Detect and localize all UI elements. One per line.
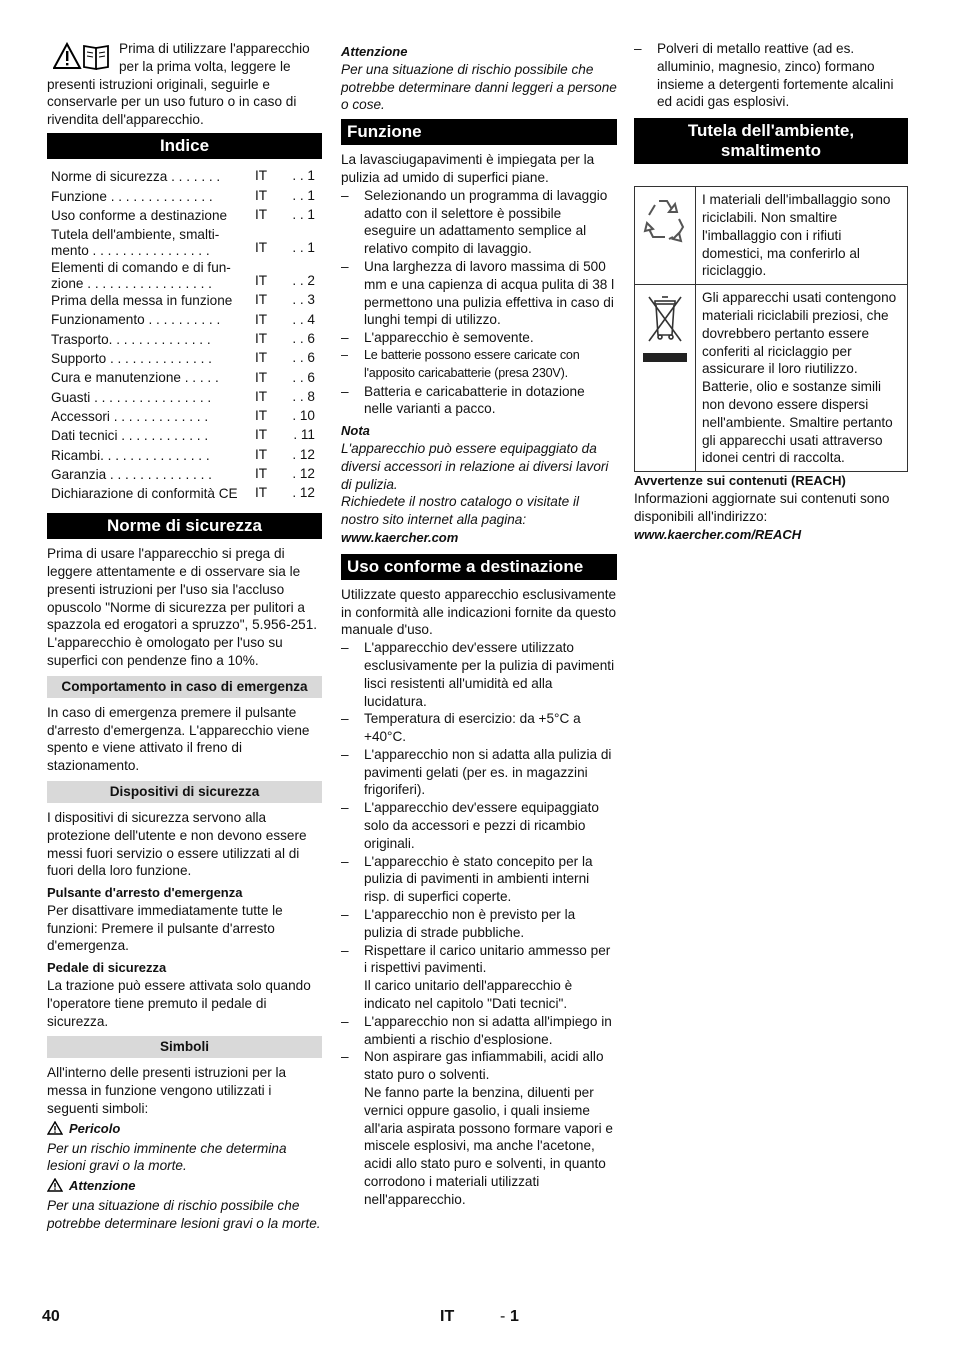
pericolo-label: Pericolo	[69, 1120, 121, 1136]
toc-row[interactable]	[47, 227, 322, 260]
pulsante-heading: Pulsante d'arresto d'emergenza	[47, 885, 243, 901]
list-item: – Rispettare il carico unitario ammesso per i rispettivi pavimenti.	[341, 942, 617, 978]
weee-text: Gli apparecchi usati contengono materiali riciclabili preziosi, che dovrebbero pertanto essere conferiti al riciclaggio per assicurare il loro riutilizzo. Batterie, olio e sostanze simili non devono essere dispersi nell'ambiente. Smaltire pertanto gli apparecchi usati attraverso idonei centri di raccolta.	[696, 285, 908, 472]
column-middle	[341, 43, 617, 1209]
toc-language: IT	[255, 350, 268, 366]
toc-page: . . 6	[292, 330, 315, 346]
section-title-uso: Uso conforme a destinazione	[341, 554, 617, 580]
toc-page: . 12	[292, 485, 315, 501]
recycle-text: I materiali dell'imballaggio sono riciclabili. Non smaltire l'imballaggio con i rifiuti domestici, ma conferirlo al riciclaggio.	[696, 187, 908, 285]
list-item: – L'apparecchio non si adatta alla pulizia di pavimenti gelati (per es. in magazzini frigoriferi).	[341, 746, 617, 799]
toc-language: IT	[255, 168, 268, 184]
pedale-text: La trazione può essere attivata solo quando l'operatore tiene premuto il pedale di sicurezza.	[47, 978, 311, 1029]
toc-language: IT	[255, 427, 268, 443]
nota-text: L'apparecchio può essere equipaggiato da diversi accessori in relazione ai diversi lavori di pulizia.	[341, 440, 609, 492]
crossed-bin-icon	[639, 355, 691, 370]
pedale-heading: Pedale di sicurezza	[47, 960, 167, 976]
toc-row[interactable]	[47, 208, 322, 227]
toc-entry: Norme di sicurezza . . . . . . .	[51, 169, 221, 185]
toc-row[interactable]	[47, 351, 322, 370]
pulsante-text: Per disattivare immediatamente tutte le funzioni: Premere il pulsante d'arresto d'emergenza.	[47, 902, 283, 954]
subsection-emergenza: Comportamento in caso di emergenza	[47, 676, 322, 698]
norme-paragraph-1: Prima di usare l'apparecchio si prega di leggere attentamente e di osservare sia le presenti istruzioni per l'uso sia l'accluso opuscolo "Norme di sicurezza per pulitori a spazzola ed erogatori a spruzzo", 5.956-251.	[47, 546, 318, 633]
list-item: – Selezionando un programma di lavaggio adatto con il selettore è possibile eseguire un adattamento semplice al relativo compito di lavaggio.	[341, 187, 617, 258]
toc-language: IT	[255, 485, 268, 501]
toc-language: IT	[255, 466, 268, 482]
toc-entry: Garanzia . . . . . . . . . . . . . .	[51, 466, 212, 482]
norme-paragraph-2: L'apparecchio è omologato per l'uso su superfici con pendenze fino a 10%.	[47, 635, 283, 668]
attenzione-heading-2: Attenzione	[341, 44, 408, 59]
toc-language: IT	[255, 187, 268, 203]
toc-entry: Dati tecnici . . . . . . . . . . . .	[51, 428, 209, 444]
toc-page: . . 1	[292, 168, 315, 184]
toc-entry: Supporto . . . . . . . . . . . . . .	[51, 351, 212, 367]
toc-page: . . 6	[292, 350, 315, 366]
list-item: – Non aspirare gas infiammabili, acidi allo stato puro o solventi.	[341, 1048, 617, 1084]
toc-page: . . 1	[292, 240, 315, 256]
toc-row[interactable]	[47, 169, 322, 188]
table-row	[635, 187, 908, 285]
toc-entry: Guasti . . . . . . . . . . . . . . . .	[51, 389, 212, 405]
warning-icon	[47, 1121, 63, 1140]
toc-language: IT	[255, 330, 268, 346]
section-title-funzione: Funzione	[341, 119, 617, 145]
weee-cell	[635, 285, 696, 472]
toc-row[interactable]	[47, 447, 322, 466]
recycle-cell	[635, 187, 696, 285]
intro-block	[47, 40, 322, 129]
warning-icon	[47, 1178, 63, 1197]
footer-language: IT	[440, 1308, 455, 1325]
toc-entry: Uso conforme a destinazione	[51, 207, 228, 223]
emergenza-text: In caso di emergenza premere il pulsante d'arresto d'emergenza. L'apparecchio viene spento e viene attivato il freno di stazionamento.	[47, 704, 310, 774]
toc-entry: Dichiarazione di conformità CE	[51, 486, 238, 502]
toc-language: IT	[255, 311, 268, 327]
gas-note: Ne fanno parte la benzina, diluenti per vernici oppure gasolio, i quali insieme all'aria aspirata possono formare vapori e miscele esplosivi, ma anche l'acetone, acidi allo stato puro e solventi, in quanto corrodono i materiali utilizzati nell'apparecchio.	[364, 1085, 613, 1207]
column-left	[47, 40, 322, 1233]
toc-page: . . 1	[292, 187, 315, 203]
toc-entry: Elementi di comando e di fun-zione . . . . . . . . . . . . . . . . .	[51, 259, 231, 291]
toc-language: IT	[255, 369, 268, 385]
toc-row[interactable]	[47, 486, 322, 505]
polveri-item: – Polveri di metallo reattive (ad es. alluminio, magnesio, zinco) formano insieme a detergenti fortemente alcalini ed acidi gas esplosivi.	[634, 40, 908, 111]
toc-row[interactable]	[47, 370, 322, 389]
toc-row[interactable]	[47, 467, 322, 486]
footer-section-number: 1	[510, 1308, 519, 1325]
list-item: – L'apparecchio non è previsto per la pulizia di strade pubbliche.	[341, 906, 617, 942]
toc-entry: Tutela dell'ambiente, smalti-mento . . . . . . . . . . . . . . . .	[51, 226, 220, 258]
toc-entry: Funzione . . . . . . . . . . . . . .	[51, 188, 213, 204]
carico-note: Il carico unitario dell'apparecchio è indicato nel capitolo "Dati tecnici".	[364, 978, 573, 1012]
reach-link[interactable]: www.kaercher.com/REACH	[634, 526, 802, 542]
toc-page: . 10	[292, 408, 315, 424]
list-item: – Le batterie possono essere caricate con l'apposito caricabatterie (presa 230V).	[341, 347, 617, 383]
toc-language: IT	[255, 446, 268, 462]
reach-heading: Avvertenze sui contenuti (REACH)	[634, 473, 846, 489]
toc-page: . . 3	[292, 292, 315, 308]
kaercher-link[interactable]: www.kaercher.com	[341, 529, 459, 545]
list-item: – L'apparecchio è stato concepito per la pulizia di pavimenti in ambienti interni risp. di superfici coperte.	[341, 853, 617, 906]
attenzione-text: Per una situazione di rischio possibile che potrebbe determinare lesioni gravi o la morte.	[47, 1198, 321, 1231]
toc-page: . . 8	[292, 388, 315, 404]
attenzione-heading	[47, 1177, 322, 1197]
toc-entry: Cura e manutenzione . . . . .	[51, 370, 219, 386]
toc-language: IT	[255, 207, 268, 223]
column-right	[634, 40, 908, 543]
intro-text: Prima di utilizzare l'apparecchio per la prima volta, leggere le presenti istruzioni originali, seguirle e conservarle per un uso futuro o in caso di rivendita dell'apparecchio.	[47, 41, 310, 128]
list-item: – L'apparecchio dev'essere equipaggiato solo da accessori e pezzi di ricambio originali.	[341, 799, 617, 852]
toc-row[interactable]	[47, 260, 322, 293]
toc-page: . 12	[292, 466, 315, 482]
toc-page: . . 6	[292, 369, 315, 385]
toc-page: . 12	[292, 446, 315, 462]
pericolo-text: Per un rischio imminente che determina lesioni gravi o la morte.	[47, 1140, 287, 1174]
toc-page: . 11	[293, 427, 315, 443]
funzione-text: La lavasciugapavimenti è impiegata per la pulizia ad umido di superfici piane.	[341, 152, 595, 185]
section-title-tutela: Tutela dell'ambiente, smaltimento	[634, 118, 908, 164]
toc-language: IT	[255, 240, 268, 256]
list-item: – L'apparecchio è semovente.	[341, 329, 617, 347]
attenzione-text-2: Per una situazione di rischio possibile che potrebbe determinare danni leggeri a persone o cose.	[341, 61, 617, 113]
list-item: – Batteria e caricabatterie in dotazione nelle varianti a pacco.	[341, 383, 617, 419]
nota-text-2: Richiedete il nostro catalogo o visitate il nostro sito internet alla pagina:	[341, 494, 580, 528]
toc-entry: Prima della messa in funzione	[51, 293, 233, 309]
environment-table	[634, 186, 908, 472]
toc-entry: Accessori . . . . . . . . . . . . .	[51, 408, 209, 424]
list-item: – L'apparecchio non si adatta all'impiego in ambienti a rischio d'esplosione.	[341, 1013, 617, 1049]
uso-text: Utilizzate questo apparecchio esclusivamente in conformità alle indicazioni fornite da questo manuale d'uso.	[341, 586, 617, 638]
list-item: – Una larghezza di lavoro massima di 500 mm e una capienza di acqua pulita di 38 l permettono una pulizia effettiva in caso di lunghi tempi di utilizzo.	[341, 258, 617, 329]
toc-row[interactable]	[47, 293, 322, 312]
attenzione-label: Attenzione	[69, 1178, 136, 1194]
section-title-norme: Norme di sicurezza	[47, 513, 322, 539]
toc-entry: Trasporto. . . . . . . . . . . . . .	[51, 331, 211, 347]
table-of-contents	[47, 169, 322, 505]
subsection-simboli: Simboli	[47, 1036, 322, 1058]
warning-manual-icon	[53, 42, 111, 75]
page-number: 40	[42, 1308, 60, 1325]
list-item: – Temperatura di esercizio: da +5°C a +40°C.	[341, 710, 617, 746]
toc-row[interactable]	[47, 331, 322, 350]
footer-separator: -	[500, 1308, 506, 1325]
toc-page: . . 4	[292, 311, 315, 327]
funzione-list	[341, 187, 617, 418]
recycle-icon	[639, 233, 691, 248]
simboli-text: All'interno delle presenti istruzioni per la messa in funzione vengono utilizzati i seguenti simboli:	[47, 1065, 287, 1117]
toc-language: IT	[255, 273, 268, 289]
toc-row[interactable]	[47, 389, 322, 408]
toc-row[interactable]	[47, 428, 322, 447]
subsection-dispositivi: Dispositivi di sicurezza	[47, 781, 322, 803]
toc-page: . . 2	[292, 273, 315, 289]
toc-row[interactable]	[47, 188, 322, 207]
section-title-indice: Indice	[47, 133, 322, 159]
nota-heading: Nota	[341, 423, 370, 439]
table-row	[635, 285, 908, 472]
toc-entry: Funzionamento . . . . . . . . . .	[51, 312, 221, 328]
toc-language: IT	[255, 408, 268, 424]
uso-list	[341, 639, 617, 1209]
list-item: – L'apparecchio dev'essere utilizzato esclusivamente per la pulizia di pavimenti lisci resistenti all'umidità ed alla lucidatura.	[341, 639, 617, 710]
toc-row[interactable]	[47, 312, 322, 331]
toc-language: IT	[255, 388, 268, 404]
pericolo-heading	[47, 1120, 322, 1140]
toc-page: . . 1	[292, 207, 315, 223]
toc-row[interactable]	[47, 409, 322, 428]
toc-language: IT	[255, 292, 268, 308]
dispositivi-text: I dispositivi di sicurezza servono alla protezione dell'utente e non devono essere messi fuori servizio o essere utilizzati al di fuori della loro funzione.	[47, 809, 307, 879]
reach-text: Informazioni aggiornate sui contenuti sono disponibili all'indirizzo:	[634, 490, 890, 524]
toc-entry: Ricambi. . . . . . . . . . . . . . .	[51, 447, 210, 463]
